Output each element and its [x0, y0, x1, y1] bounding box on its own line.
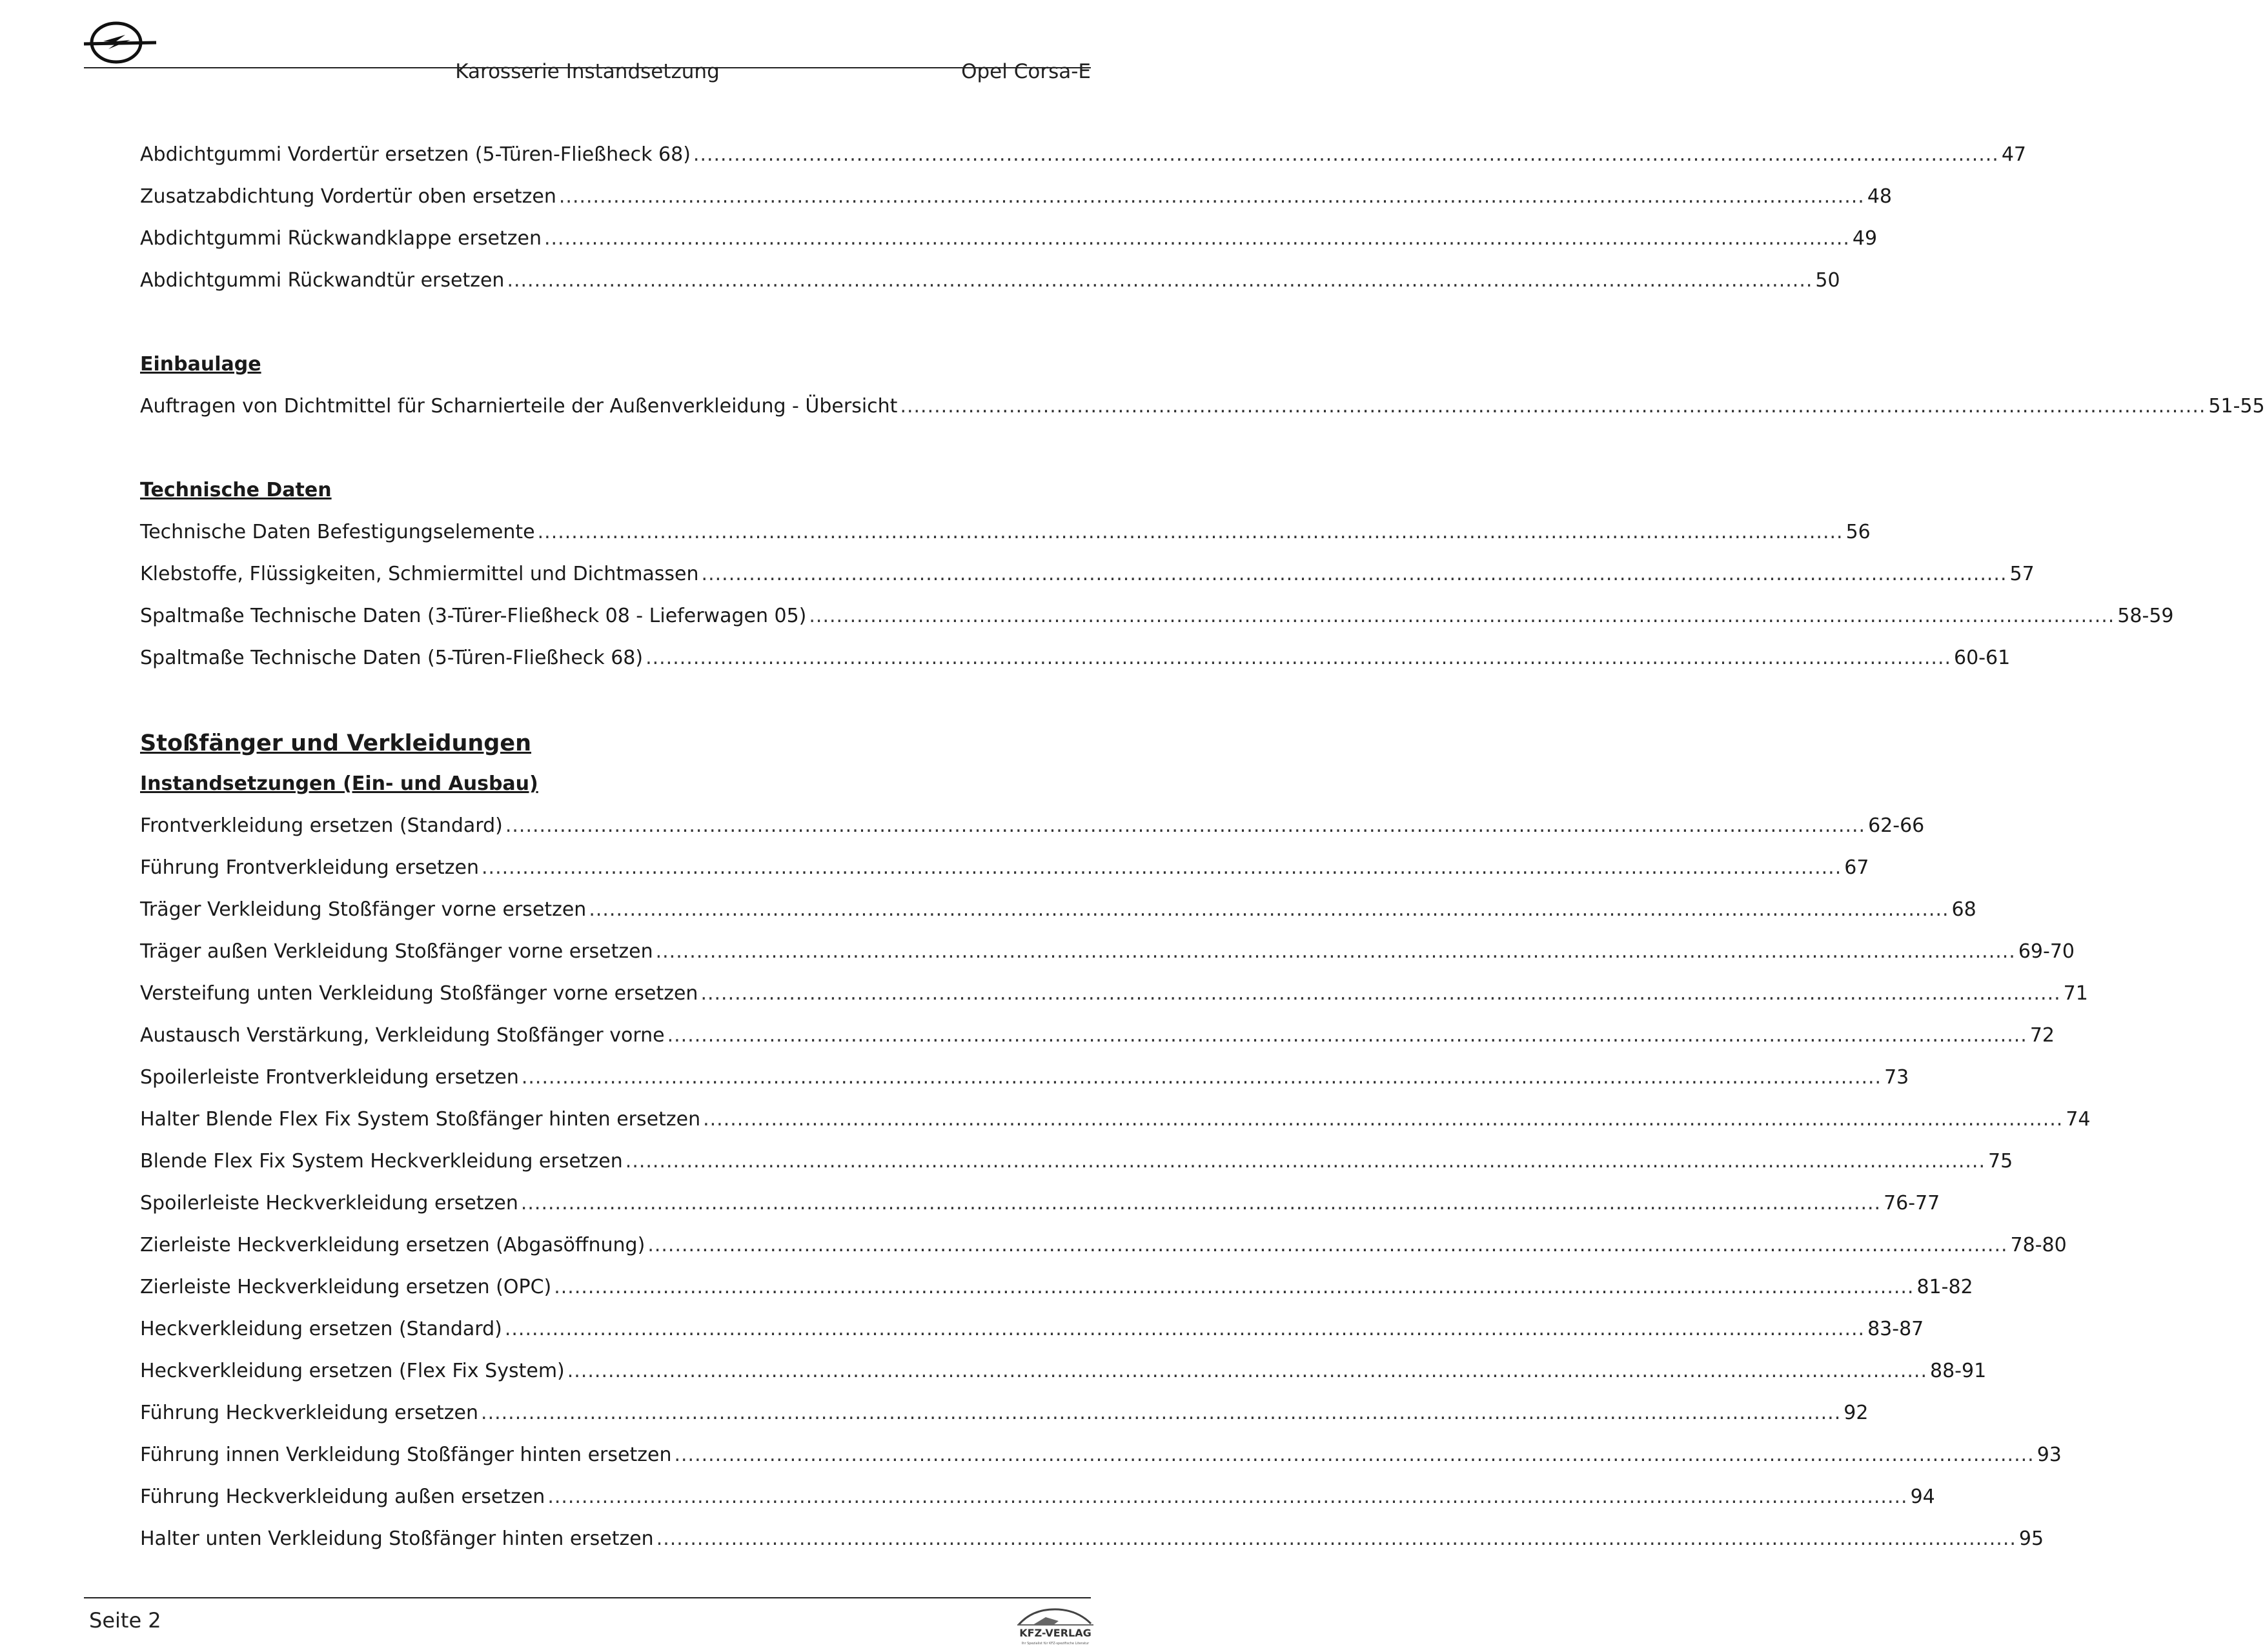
- table-of-contents: [140, 134, 2265, 1560]
- toc-entry-page: 48: [1867, 185, 1892, 208]
- toc-entry-title: Spaltmaße Technische Daten (3-Türer-Fließheck 08 - Lieferwagen 05): [140, 605, 807, 627]
- toc-entry-title: Abdichtgummi Vordertür ersetzen (5-Türen-Fließheck 68): [140, 143, 691, 166]
- toc-entry-page: 81-82: [1916, 1276, 1973, 1298]
- toc-entry-title: Heckverkleidung ersetzen (Flex Fix System): [140, 1360, 565, 1382]
- toc-entry-page: 60-61: [1954, 647, 2011, 669]
- header-title: Karosserie Instandsetzung: [455, 60, 720, 83]
- dot-leader: ................................................................................................................................................................................................: [558, 185, 1865, 208]
- toc-entry-page: 47: [2001, 143, 2027, 166]
- toc-entry-page: 71: [2063, 982, 2088, 1005]
- chapter-heading-stossfaenger: Stoßfänger und Verkleidungen: [140, 730, 532, 756]
- toc-entry[interactable]: [140, 1098, 2091, 1140]
- toc-entry-title: Frontverkleidung ersetzen (Standard): [140, 814, 503, 837]
- toc-entry-title: Träger außen Verkleidung Stoßfänger vorne ersetzen: [140, 940, 653, 963]
- dot-leader: ........................................................................................................................................................................................................: [589, 898, 1949, 921]
- toc-entry-title: Abdichtgummi Rückwandklappe ersetzen: [140, 227, 542, 250]
- toc-entry-page: 88-91: [1930, 1360, 1987, 1382]
- toc-entry[interactable]: [140, 931, 2075, 972]
- toc-entry-page: 49: [1852, 227, 1878, 250]
- dot-leader: ........................................................................................................................................................................................................: [674, 1444, 2035, 1466]
- dot-leader: ........................................................................................................................................................................................................: [554, 1276, 1915, 1298]
- toc-entry[interactable]: [140, 889, 1976, 931]
- toc-entry[interactable]: [140, 1056, 1909, 1098]
- dot-leader: ........................................................................................................................................................................................................: [505, 814, 1866, 837]
- toc-entry[interactable]: [140, 1434, 2062, 1476]
- toc-entry-page: 83-87: [1867, 1318, 1924, 1340]
- toc-entry[interactable]: [140, 1182, 1940, 1224]
- brand-text: KFZ-VERLAG: [1019, 1627, 1092, 1639]
- toc-entry[interactable]: [140, 1392, 1869, 1434]
- header-divider: [84, 67, 1091, 68]
- toc-entry-page: 95: [2018, 1527, 2044, 1550]
- stossfaenger-entries: [140, 805, 2091, 1560]
- toc-entry[interactable]: [140, 1350, 1987, 1392]
- dot-leader: ........................................................................................................................................................................................................: [700, 982, 2061, 1005]
- brand-tagline: Ihr Spezialist für KFZ-spezifische Literatur: [1021, 1642, 1090, 1646]
- dot-leader: ........................................................................................................................................................................................................: [647, 1234, 2008, 1256]
- toc-entry-page: 75: [1988, 1150, 2013, 1173]
- toc-entry-title: Spaltmaße Technische Daten (5-Türen-Fließheck 68): [140, 647, 644, 669]
- dot-leader: ................................................................................................................................................................................................: [507, 269, 1813, 292]
- toc-entry-page: 73: [1884, 1066, 1909, 1089]
- section-heading-instandsetzungen: Instandsetzungen (Ein- und Ausbau): [140, 772, 538, 795]
- toc-entry[interactable]: [140, 1308, 1924, 1350]
- toc-entry-title: Blende Flex Fix System Heckverkleidung ersetzen: [140, 1150, 623, 1173]
- dot-leader: ................................................................................................................................................................................................: [693, 143, 1999, 166]
- toc-entry[interactable]: [140, 1518, 2044, 1560]
- toc-entry[interactable]: [140, 1014, 2055, 1056]
- toc-entry-page: 74: [2066, 1108, 2091, 1131]
- toc-entry[interactable]: [140, 847, 1869, 889]
- dot-leader: ........................................................................................................................................................................................................: [656, 1527, 2016, 1550]
- dot-leader: ................................................................................................................................................................................................: [900, 395, 2206, 418]
- page-number: Seite 2: [89, 1608, 161, 1633]
- toc-entry[interactable]: [140, 1266, 1973, 1308]
- dot-leader: ................................................................................................................................................................................................: [543, 227, 1850, 250]
- toc-entry-title: Klebstoffe, Flüssigkeiten, Schmiermittel und Dichtmassen: [140, 563, 699, 585]
- toc-entry-page: 57: [2009, 563, 2035, 585]
- toc-entry-title: Führung Heckverkleidung ersetzen: [140, 1402, 479, 1424]
- toc-entry-title: Austausch Verstärkung, Verkleidung Stoßfänger vorne: [140, 1024, 665, 1047]
- dot-leader: ........................................................................................................................................................................................................: [567, 1360, 1927, 1382]
- toc-entry-title: Führung Heckverkleidung außen ersetzen: [140, 1486, 545, 1508]
- toc-entry[interactable]: [140, 176, 1892, 217]
- toc-entry-page: 94: [1910, 1486, 1935, 1508]
- toc-entry[interactable]: [140, 259, 1840, 301]
- toc-entry-page: 93: [2036, 1444, 2062, 1466]
- toc-entry-title: Abdichtgummi Rückwandtür ersetzen: [140, 269, 505, 292]
- toc-entry[interactable]: [140, 805, 1925, 847]
- toc-entry[interactable]: [140, 511, 1871, 553]
- toc-entry-title: Zierleiste Heckverkleidung ersetzen (Abgasöffnung): [140, 1234, 645, 1256]
- section-spacer: [140, 679, 1037, 721]
- toc-entry[interactable]: [140, 595, 2174, 637]
- toc-entry-page: 56: [1845, 521, 1871, 543]
- dot-leader: ........................................................................................................................................................................................................: [520, 1192, 1882, 1214]
- toc-entry-title: Träger Verkleidung Stoßfänger vorne ersetzen: [140, 898, 587, 921]
- section-spacer: [140, 427, 1037, 469]
- toc-entry-page: 72: [2029, 1024, 2055, 1047]
- toc-entry-page: 76-77: [1884, 1192, 1940, 1214]
- toc-entry-page: 92: [1843, 1402, 1869, 1424]
- dot-leader: ................................................................................................................................................................................................: [645, 647, 1952, 669]
- header-model: Opel Corsa-E: [961, 60, 1091, 83]
- dot-leader: ........................................................................................................................................................................................................: [504, 1318, 1865, 1340]
- toc-entry-title: Zusatzabdichtung Vordertür oben ersetzen: [140, 185, 556, 208]
- section-spacer: [140, 301, 1037, 343]
- dot-leader: ................................................................................................................................................................................................: [701, 563, 2007, 585]
- toc-entry-page: 51-55: [2208, 395, 2265, 418]
- toc-entry[interactable]: [140, 1224, 2067, 1266]
- toc-entry-title: Spoilerleiste Frontverkleidung ersetzen: [140, 1066, 519, 1089]
- toc-entry-title: Halter unten Verkleidung Stoßfänger hinten ersetzen: [140, 1527, 654, 1550]
- dot-leader: ........................................................................................................................................................................................................: [482, 856, 1842, 879]
- page-header: [84, 19, 1091, 83]
- toc-entry[interactable]: [140, 637, 2011, 679]
- toc-entry[interactable]: [140, 1476, 1935, 1518]
- toc-entry-page: 67: [1844, 856, 1869, 879]
- toc-entry[interactable]: [140, 972, 2088, 1014]
- kfz-verlag-logo: [1013, 1606, 1097, 1651]
- section-heading-technische-daten: Technische Daten: [140, 479, 332, 501]
- dot-leader: ........................................................................................................................................................................................................: [625, 1150, 1986, 1173]
- toc-entry-page: 69-70: [2018, 940, 2075, 963]
- dot-leader: ................................................................................................................................................................................................: [537, 521, 1843, 543]
- dot-leader: ........................................................................................................................................................................................................: [655, 940, 2016, 963]
- dot-leader: ........................................................................................................................................................................................................: [703, 1108, 2064, 1131]
- footer-divider: [84, 1597, 1091, 1598]
- toc-entry-title: Versteifung unten Verkleidung Stoßfänger vorne ersetzen: [140, 982, 698, 1005]
- toc-entry-title: Heckverkleidung ersetzen (Standard): [140, 1318, 502, 1340]
- toc-entry-page: 58-59: [2117, 605, 2174, 627]
- toc-entry-page: 68: [1951, 898, 1976, 921]
- toc-entry-title: Führung innen Verkleidung Stoßfänger hinten ersetzen: [140, 1444, 672, 1466]
- toc-entry[interactable]: [140, 1140, 2013, 1182]
- toc-entry[interactable]: [140, 217, 1878, 259]
- dot-leader: ........................................................................................................................................................................................................: [667, 1024, 2027, 1047]
- dot-leader: ........................................................................................................................................................................................................: [547, 1486, 1908, 1508]
- dot-leader: ................................................................................................................................................................................................: [809, 605, 2115, 627]
- toc-entry-title: Führung Frontverkleidung ersetzen: [140, 856, 480, 879]
- toc-entry[interactable]: [140, 553, 2035, 595]
- toc-entry-page: 50: [1815, 269, 1840, 292]
- section-heading-einbaulage: Einbaulage: [140, 353, 261, 376]
- toc-entry-page: 62-66: [1868, 814, 1925, 837]
- toc-entry-title: Technische Daten Befestigungselemente: [140, 521, 535, 543]
- toc-entry-title: Halter Blende Flex Fix System Stoßfänger hinten ersetzen: [140, 1108, 701, 1131]
- toc-entry-page: 78-80: [2010, 1234, 2067, 1256]
- dot-leader: ........................................................................................................................................................................................................: [481, 1402, 1842, 1424]
- toc-entry[interactable]: [140, 134, 2027, 176]
- toc-entry-title: Zierleiste Heckverkleidung ersetzen (OPC): [140, 1276, 552, 1298]
- toc-entry-title: Auftragen von Dichtmittel für Scharnierteile der Außenverkleidung - Übersicht: [140, 395, 898, 418]
- dot-leader: ........................................................................................................................................................................................................: [521, 1066, 1882, 1089]
- toc-entry[interactable]: [140, 385, 2265, 427]
- toc-entry-title: Spoilerleiste Heckverkleidung ersetzen: [140, 1192, 518, 1214]
